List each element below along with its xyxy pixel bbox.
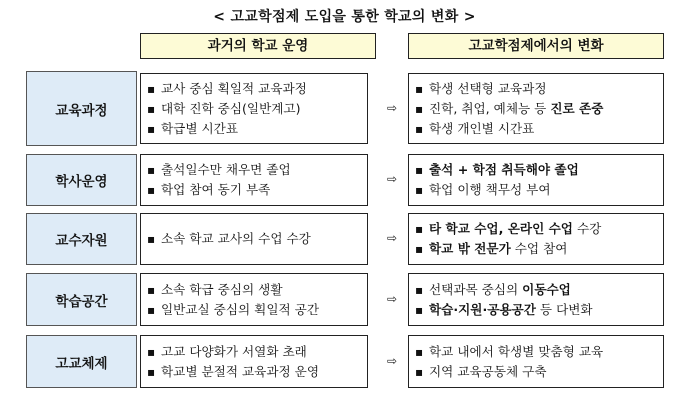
past-box — [140, 213, 368, 265]
future-item — [415, 119, 663, 139]
future-item — [415, 239, 663, 259]
future-box — [408, 213, 664, 265]
category-label: 교육과정 — [26, 71, 137, 146]
past-item — [147, 180, 367, 200]
past-item-text: 소속 학교 교사의 수업 수강 — [161, 231, 311, 246]
past-box — [140, 154, 368, 206]
past-item-text: 교사 중심 획일적 교육과정 — [161, 80, 307, 96]
past-item-text: 소속 학급 중심의 생활 — [161, 281, 283, 297]
past-column-header: 과거의 학교 운영 — [140, 33, 376, 59]
right-arrow-icon: ⇨ — [386, 353, 398, 368]
category-label: 고교체제 — [26, 335, 137, 388]
future-item — [415, 300, 663, 320]
past-item-text: 학교별 분절적 교육과정 운영 — [161, 363, 319, 379]
future-item-text: 타 학교 수업, 온라인 수업 — [429, 221, 573, 236]
page-title: < 고교학점제 도입을 통한 학교의 변화 > — [213, 9, 476, 25]
future-item — [415, 79, 663, 99]
future-box — [408, 154, 664, 206]
future-item-text: 학생 개인별 시간표 — [429, 120, 535, 136]
future-item — [415, 362, 663, 382]
past-item — [147, 300, 367, 320]
future-item — [415, 180, 663, 200]
past-item — [147, 280, 367, 300]
right-arrow-icon: ⇨ — [386, 291, 398, 306]
future-item-text: 선택과목 중심의 — [429, 281, 523, 297]
past-item — [147, 342, 367, 362]
future-item — [415, 219, 663, 239]
category-label: 교수자원 — [26, 213, 137, 265]
future-item-text: 진학, 취업, 예체능 등 — [429, 100, 551, 116]
past-item — [147, 362, 367, 382]
future-box — [408, 73, 664, 144]
future-item — [415, 280, 663, 300]
past-item-text: 출석일수만 채우면 졸업 — [161, 162, 291, 177]
past-box — [140, 273, 368, 326]
right-arrow-icon: ⇨ — [386, 231, 398, 245]
past-item-text: 대학 진학 중심(일반계고) — [161, 100, 301, 116]
right-arrow-icon: ⇨ — [386, 100, 398, 115]
right-arrow-icon: ⇨ — [386, 172, 398, 186]
past-box — [140, 335, 368, 388]
past-item — [147, 119, 367, 139]
future-item-text: 학생 선택형 교육과정 — [429, 80, 547, 96]
future-item-text: 수강 — [572, 221, 602, 236]
past-item — [147, 229, 367, 249]
past-item — [147, 99, 367, 119]
future-item-text: 등 다변화 — [535, 301, 593, 317]
future-box — [408, 335, 664, 388]
future-item — [415, 99, 663, 119]
category-label: 학습공간 — [26, 273, 137, 326]
future-item-text: 학업 이행 책무성 부여 — [429, 182, 551, 197]
past-item-text: 고교 다양화가 서열화 초래 — [161, 343, 307, 359]
future-column-header: 고교학점제에서의 변화 — [408, 33, 664, 59]
future-item — [415, 160, 663, 180]
future-item-text: 수업 참여 — [510, 241, 568, 256]
future-item-text: 학습·지원·공용공간 — [429, 301, 536, 317]
future-item-text: 학교 내에서 학생별 맞춤형 교육 — [429, 343, 604, 359]
future-box — [408, 273, 664, 326]
future-item — [415, 342, 663, 362]
past-item-text: 학급별 시간표 — [161, 120, 238, 136]
past-item — [147, 79, 367, 99]
category-label: 학사운영 — [26, 154, 137, 206]
past-item-text: 학업 참여 동기 부족 — [161, 182, 271, 197]
past-box — [140, 73, 368, 144]
future-item-text: 진로 존중 — [550, 100, 604, 116]
future-item-text: 지역 교육공동체 구축 — [429, 363, 547, 379]
future-item-text: 이동수업 — [522, 281, 571, 297]
past-item — [147, 160, 367, 180]
future-item-text: 출석 + 학점 취득해야 졸업 — [429, 162, 579, 177]
past-item-text: 일반교실 중심의 획일적 공간 — [161, 301, 319, 317]
future-item-text: 학교 밖 전문가 — [429, 241, 511, 256]
